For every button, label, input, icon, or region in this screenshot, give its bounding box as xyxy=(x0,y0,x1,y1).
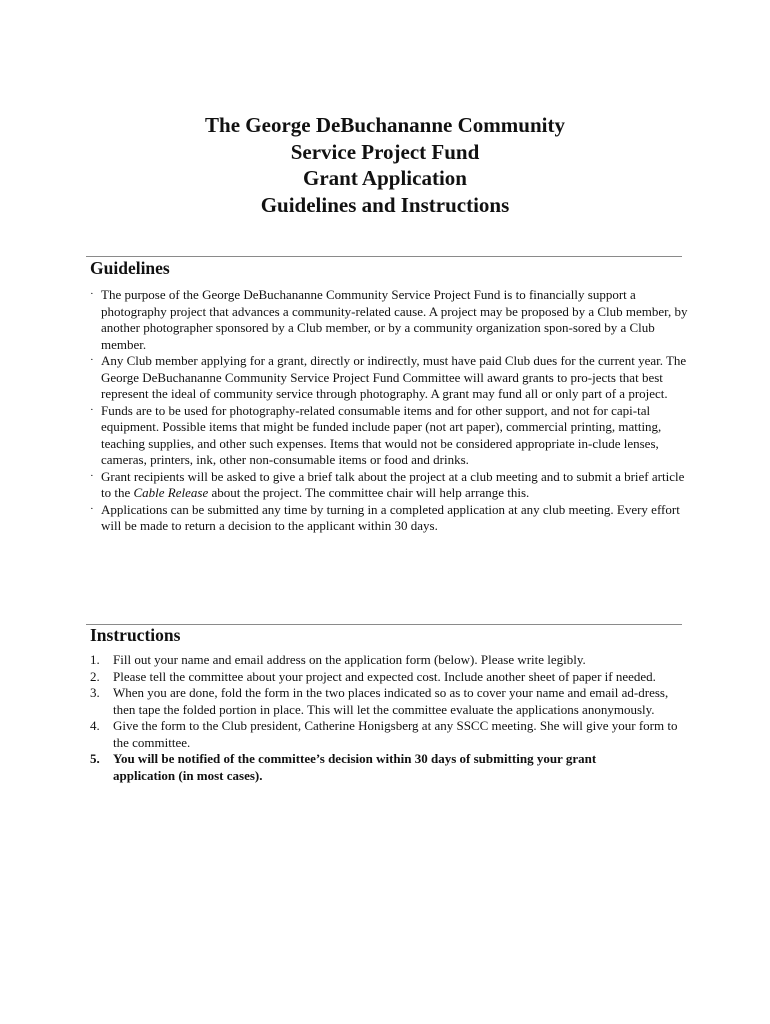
guidelines-heading: Guidelines xyxy=(90,258,170,278)
instruction-item xyxy=(90,751,633,784)
bullet-marker: · xyxy=(90,502,94,515)
title-line-2: Service Project Fund xyxy=(290,139,480,164)
instruction-item xyxy=(90,685,690,718)
bullet-marker: · xyxy=(90,354,94,366)
title-line-1: The George DeBuchananne Community xyxy=(205,113,565,137)
guideline-text-part: Grant recipients will be asked to give a brief talk about the project at a club meeting and to submit a brief article to the xyxy=(101,468,685,500)
guideline-text: The purpose of the George DeBuchananne Community Service Project Fund is to financially support a photography project that advances a community-related cause. A project may be proposed by a Club member, by another photographer sponsored by a Club member, or by a community organization spon-sored by a Club member. xyxy=(101,287,688,352)
guideline-text-part: about the project. The committee chair will help arrange this. xyxy=(208,485,530,500)
instruction-text: Fill out your name and email address on the application form (below). Please write legibly. xyxy=(113,652,586,667)
instruction-number: 5. xyxy=(90,751,100,766)
instructions-heading: Instructions xyxy=(90,625,181,645)
instruction-text: When you are done, fold the form in the two places indicated so as to cover your name and email ad-dress, then tape the folded portion in place. This will let the committee evaluate the applications anonymously. xyxy=(113,685,669,717)
title-line-3: Grant Application xyxy=(303,166,467,190)
instruction-number: 1. xyxy=(90,652,100,667)
bullet-marker: · xyxy=(90,469,94,482)
guideline-item xyxy=(90,502,690,535)
guideline-text: Any Club member applying for a grant, directly or indirectly, must have paid Club dues for the current year. The George DeBuchananne Community Service Project Fund Committee will award grants to pro-jects that best represent the ideal of community service through photography. A grant may fund all or only part of a project. xyxy=(101,353,687,401)
guidelines-list xyxy=(90,287,690,535)
instruction-item xyxy=(90,669,690,686)
instruction-item xyxy=(90,718,690,751)
guideline-item xyxy=(90,403,690,469)
guideline-text xyxy=(101,469,684,501)
instruction-text: You will be notified of the committee’s decision within 30 days of submitting your grant application (in most cases). xyxy=(113,751,597,783)
guideline-item xyxy=(90,287,690,353)
guideline-item xyxy=(90,353,690,403)
document-title xyxy=(0,112,770,218)
guideline-text: Applications can be submitted any time by turning in a completed application at any club meeting. Every effort will be made to return a decision to the applicant within 30 days. xyxy=(101,501,680,533)
guideline-item xyxy=(90,469,690,502)
title-line-4: Guidelines and Instructions xyxy=(260,192,510,217)
bullet-marker: · xyxy=(90,288,94,300)
cable-release-title: Cable Release xyxy=(133,485,209,500)
instruction-number: 2. xyxy=(90,668,100,684)
instruction-text: Please tell the committee about your project and expected cost. Include another sheet of paper if needed. xyxy=(113,668,656,684)
instruction-number: 3. xyxy=(90,685,100,700)
guidelines-divider xyxy=(86,256,682,257)
bullet-marker: · xyxy=(90,403,94,416)
instructions-list xyxy=(90,652,690,784)
instruction-text: Give the form to the Club president, Catherine Honigsberg at any SSCC meeting. She will give your form to the committee. xyxy=(113,718,678,750)
instruction-number: 4. xyxy=(90,718,100,733)
guideline-text: Funds are to be used for photography-related consumable items and for other support, and not for capi-tal equipment. Possible items that might be funded include paper (not art paper), commercial printing, matting, teaching supplies, and other such expenses. Items that would not be considered appropriate in-clude lenses, cameras, printers, ink, other non-consumable items or food and drinks. xyxy=(101,402,662,467)
instruction-item xyxy=(90,652,690,669)
